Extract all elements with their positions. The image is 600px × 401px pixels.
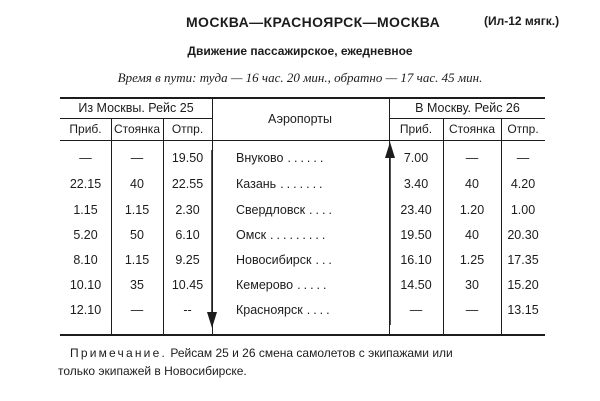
col-header-in-stop: Стоянка bbox=[448, 122, 495, 136]
airport-name: Красноярск .... bbox=[236, 303, 333, 317]
col-header-out-arrival: Приб. bbox=[69, 122, 102, 136]
out-departure-cell: 2.30 bbox=[175, 203, 200, 217]
airport-name: Свердловск .... bbox=[236, 203, 335, 217]
in-stop-cell: 40 bbox=[465, 177, 479, 191]
travel-time: Время в пути: туда — 16 час. 20 мин., обратно — 17 час. 45 мин. bbox=[117, 70, 483, 85]
out-arrival-cell: 12.10 bbox=[69, 303, 102, 317]
out-departure-cell: 22.55 bbox=[171, 177, 204, 191]
header-bottom-rule bbox=[60, 140, 545, 141]
out-departure-cell: 10.45 bbox=[171, 278, 204, 292]
out-stop-cell: — bbox=[130, 303, 144, 317]
airport-name: Новосибирск ... bbox=[236, 253, 335, 267]
out-stop-cell: — bbox=[130, 151, 144, 165]
inbound-header-rule bbox=[390, 118, 545, 119]
in-stop-cell: 30 bbox=[465, 278, 479, 292]
in-arrival-cell: — bbox=[409, 303, 423, 317]
in-departure-cell: 1.00 bbox=[510, 203, 536, 217]
outbound-header-rule bbox=[60, 118, 212, 119]
airport-name: Омск ......... bbox=[236, 228, 329, 242]
col-header-out-departure: Отпр. bbox=[171, 122, 204, 136]
outbound-header: Из Москвы. Рейс 25 bbox=[78, 101, 194, 115]
out-arrival-cell: 8.10 bbox=[73, 253, 98, 267]
inbound-header: В Москву. Рейс 26 bbox=[415, 101, 520, 115]
in-stop-cell: 1.20 bbox=[459, 203, 485, 217]
in-stop-cell: 40 bbox=[465, 228, 479, 242]
out-arrival-cell: 10.10 bbox=[69, 278, 102, 292]
out-stop-cell: 40 bbox=[130, 177, 144, 191]
out-stop-cell: 35 bbox=[130, 278, 144, 292]
in-stop-cell: — bbox=[465, 303, 479, 317]
table-bottom-rule bbox=[60, 334, 545, 336]
in-departure-cell: 4.20 bbox=[510, 177, 536, 191]
out-stop-cell: 50 bbox=[130, 228, 144, 242]
arrow-up-icon bbox=[383, 140, 397, 325]
footnote bbox=[58, 344, 570, 380]
arrow-down-icon bbox=[205, 150, 219, 330]
in-departure-cell: — bbox=[516, 151, 530, 165]
in-arrival-cell: 23.40 bbox=[400, 203, 432, 217]
footnote-line-1: Рейсам 25 и 26 смена самолетов с экипажами или bbox=[170, 346, 453, 360]
airport-name: Казань ....... bbox=[236, 177, 326, 191]
service-description: Движение пассажирское, ежедневное bbox=[187, 44, 413, 58]
out-departure-cell: 9.25 bbox=[175, 253, 200, 267]
col-header-out-stop: Стоянка bbox=[113, 122, 160, 136]
col-header-in-arrival: Приб. bbox=[399, 122, 433, 136]
in-departure-cell: 13.15 bbox=[507, 303, 539, 317]
in-arrival-cell: 7.00 bbox=[403, 151, 429, 165]
out-departure-cell: 6.10 bbox=[175, 228, 200, 242]
route-title: МОСКВА—КРАСНОЯРСК—МОСКВА bbox=[186, 14, 441, 30]
in-stop-cell: — bbox=[465, 151, 479, 165]
out-arrival-cell: 5.20 bbox=[73, 228, 98, 242]
table-top-rule bbox=[60, 97, 545, 99]
airports-header: Аэропорты bbox=[267, 112, 332, 126]
in-arrival-cell: 3.40 bbox=[403, 177, 429, 191]
col-header-in-departure: Отпр. bbox=[507, 122, 539, 136]
footnote-line-2: только экипажей в Новосибирске. bbox=[58, 364, 247, 378]
out-departure-cell: -- bbox=[183, 303, 192, 317]
out-arrival-cell: 1.15 bbox=[73, 203, 98, 217]
in-arrival-cell: 14.50 bbox=[400, 278, 432, 292]
in-arrival-cell: 16.10 bbox=[400, 253, 432, 267]
airport-name: Внуково ...... bbox=[236, 151, 327, 165]
out-arrival-cell: — bbox=[79, 151, 92, 165]
out-stop-cell: 1.15 bbox=[124, 253, 150, 267]
out-stop-cell: 1.15 bbox=[124, 203, 150, 217]
in-departure-cell: 15.20 bbox=[507, 278, 539, 292]
in-arrival-cell: 19.50 bbox=[400, 228, 432, 242]
aircraft-type: (Ил-12 мягк.) bbox=[484, 14, 560, 28]
out-departure-cell: 19.50 bbox=[171, 151, 204, 165]
in-stop-cell: 1.25 bbox=[459, 253, 485, 267]
in-departure-cell: 20.30 bbox=[507, 228, 539, 242]
airport-name: Кемерово ..... bbox=[236, 278, 330, 292]
footnote-label: Примечание. bbox=[70, 346, 167, 360]
out-arrival-cell: 22.15 bbox=[69, 177, 102, 191]
in-departure-cell: 17.35 bbox=[507, 253, 539, 267]
